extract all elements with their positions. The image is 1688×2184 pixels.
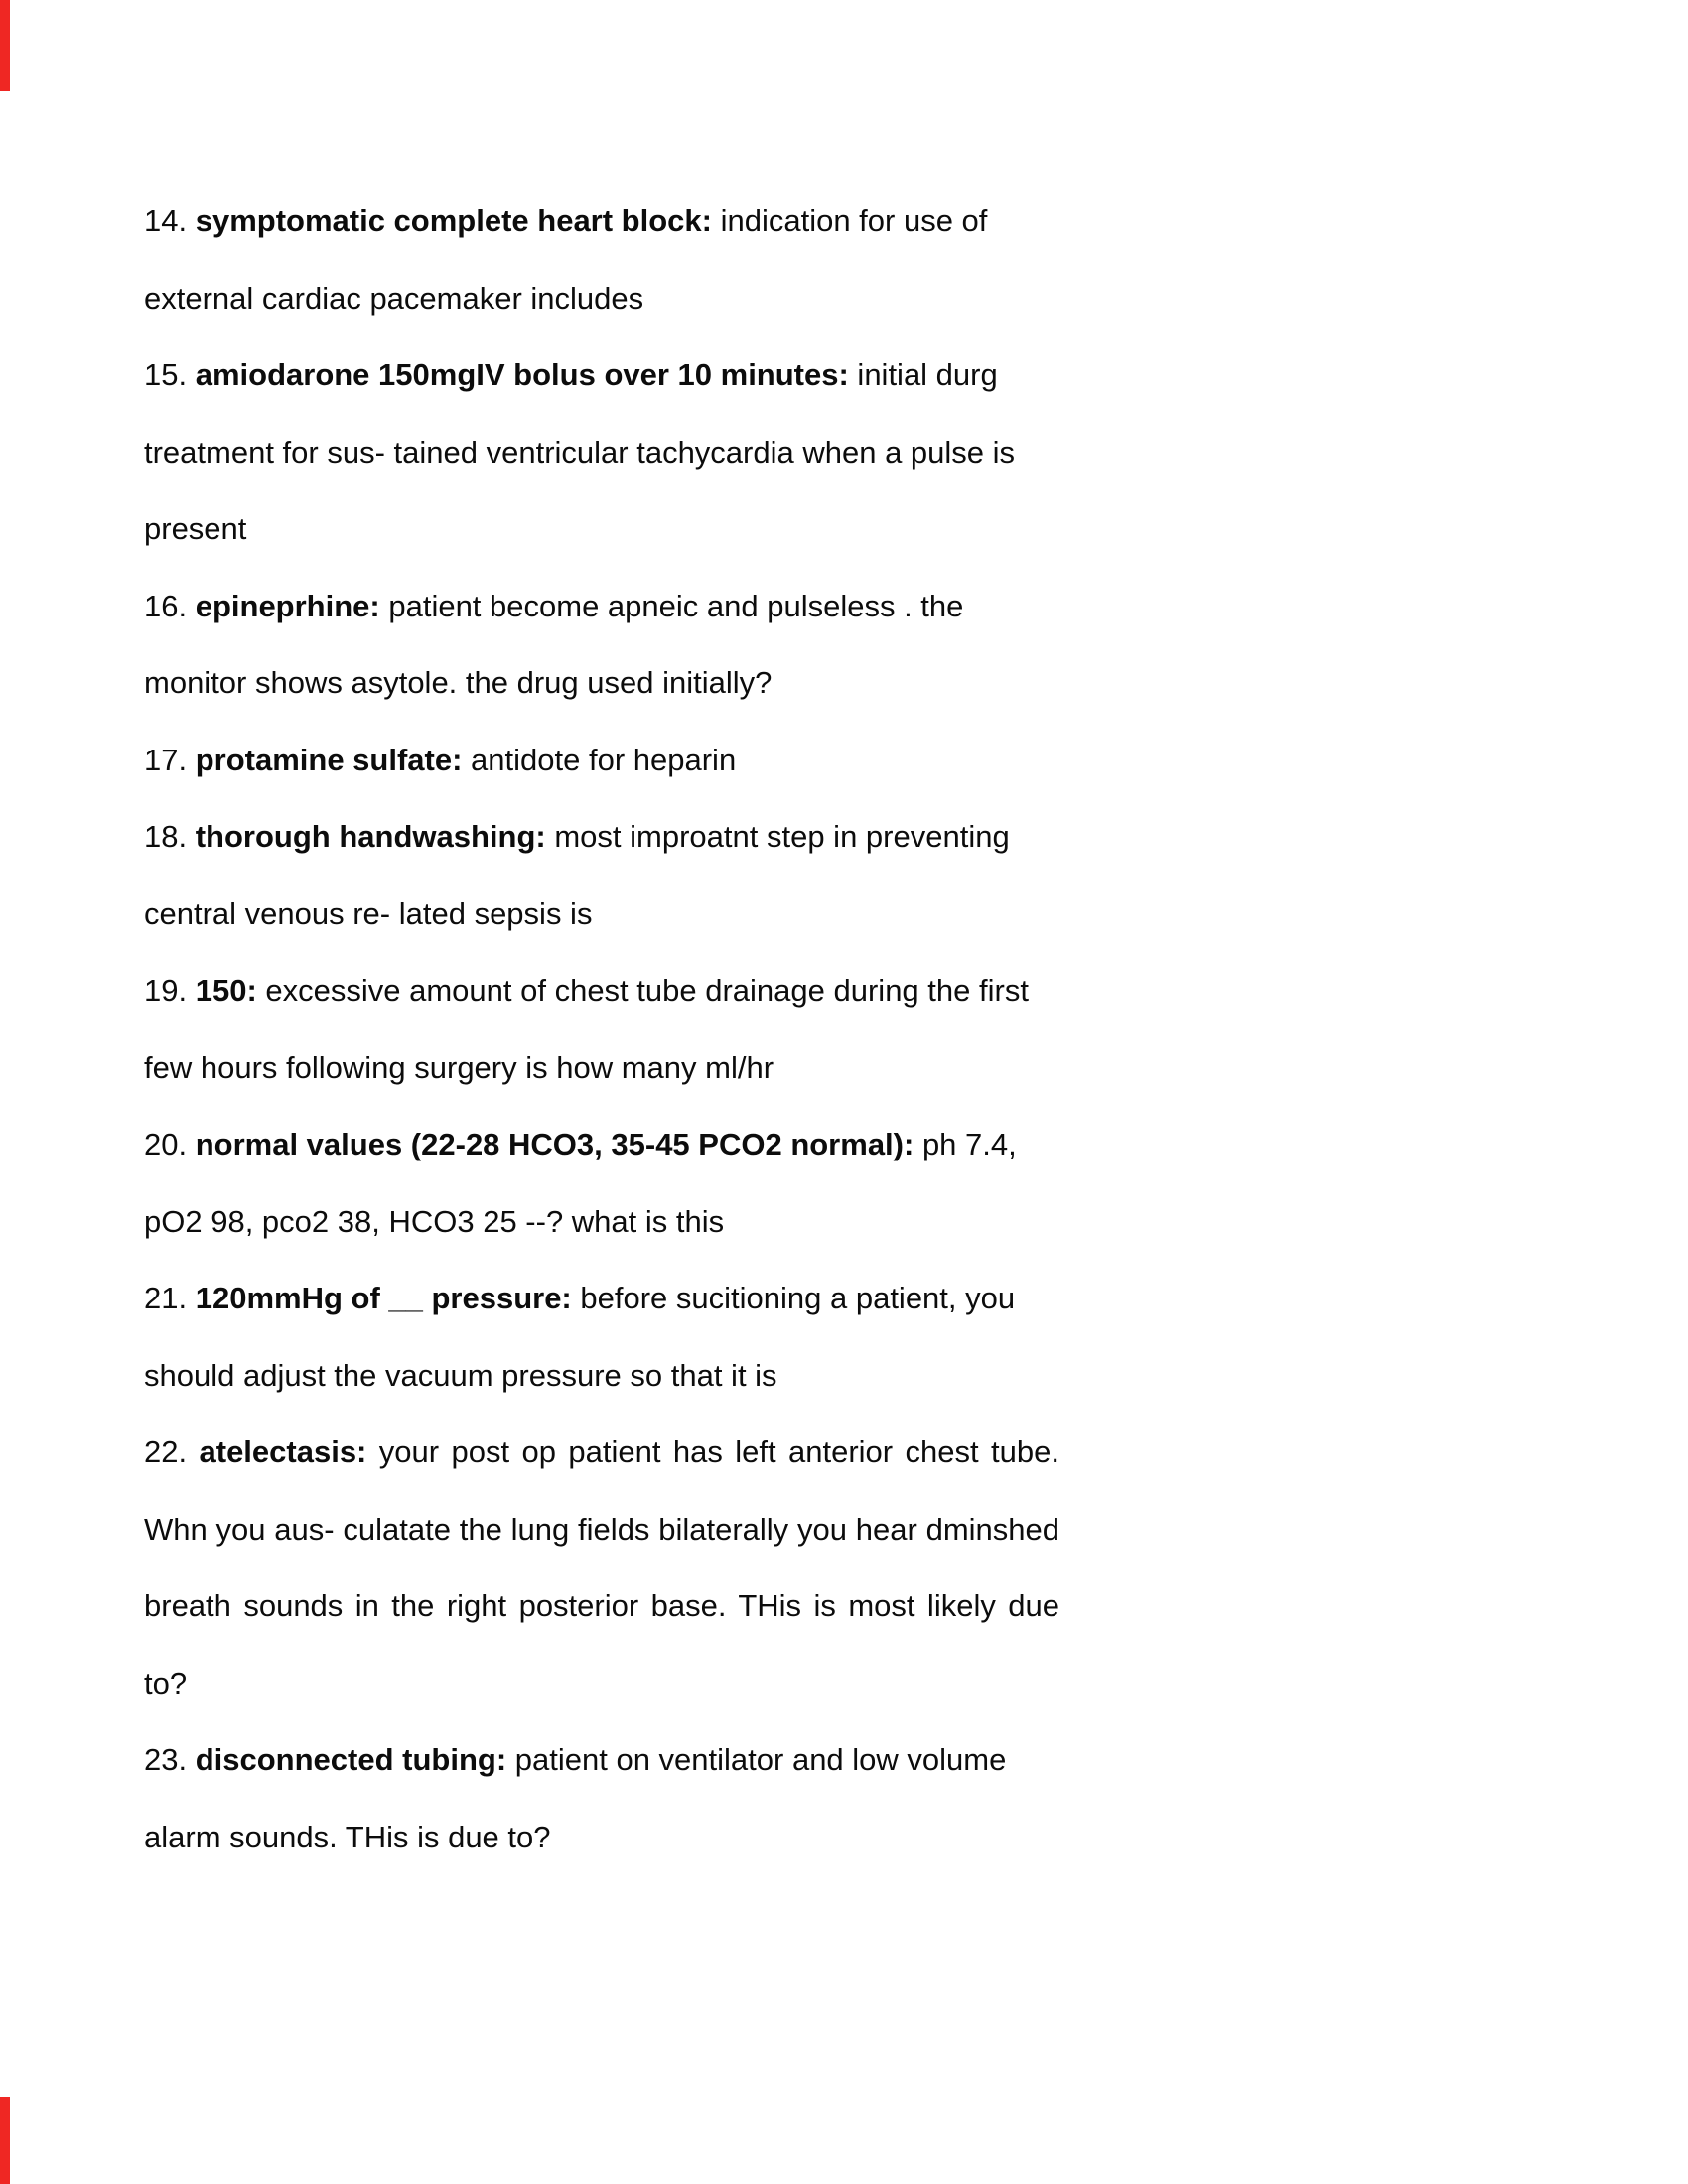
text-line (144, 490, 1059, 568)
body-text: 18. (144, 819, 196, 854)
body-text: before sucitioning a patient, you (571, 1281, 1016, 1315)
body-text: 14. (144, 204, 196, 238)
text-line (144, 1645, 1059, 1722)
text-line (144, 1799, 1059, 1876)
page-edge-mark-top (0, 0, 10, 91)
text-line (144, 1337, 1059, 1415)
body-text: treatment for sus- tained ventricular tachycardia when a pulse is (144, 434, 1016, 470)
body-text: patient become apneic and pulseless . the (379, 588, 964, 623)
term-text: disconnected tubing: (195, 1742, 507, 1777)
text-line (144, 337, 1059, 414)
body-text: few hours following surgery is how many ml/hr (144, 1049, 774, 1085)
body-text: 16. (144, 588, 196, 623)
term-text: amiodarone 150mgIV bolus over 10 minutes: (195, 357, 849, 392)
text-line (144, 1491, 1059, 1569)
body-text: Whn you aus- culatate the lung fields bilaterally you hear dminshed (144, 1511, 1059, 1547)
text-line (144, 876, 1059, 953)
body-text: excessive amount of chest tube drainage during the first (256, 973, 1029, 1008)
body-text: breath sounds in the right posterior base. THis is most likely due (144, 1588, 1059, 1623)
text-line (144, 1106, 1059, 1183)
term-text: normal values (22-28 HCO3, 35-45 PCO2 normal): (195, 1127, 914, 1161)
body-text: should adjust the vacuum pressure so that it is (144, 1357, 777, 1393)
body-text: 17. (144, 742, 196, 777)
term-text: atelectasis: (199, 1434, 367, 1469)
text-line (144, 1183, 1059, 1261)
text-line (144, 952, 1059, 1029)
body-text: indication for use of (711, 204, 988, 238)
body-text: 20. (144, 1127, 196, 1161)
body-text: 21. (144, 1281, 196, 1315)
body-text: to? (144, 1665, 188, 1701)
body-text: present (144, 511, 247, 546)
body-text: ph 7.4, (914, 1127, 1017, 1161)
text-line (144, 722, 1059, 799)
text-line (144, 260, 1059, 338)
text-line (144, 1029, 1059, 1107)
body-text: patient on ventilator and low volume (506, 1742, 1007, 1777)
document-text-block (144, 183, 1059, 1875)
body-text: most improatnt step in preventing (545, 819, 1010, 854)
body-text: 22. (144, 1434, 200, 1469)
body-text: 15. (144, 357, 196, 392)
body-text: external cardiac pacemaker includes (144, 280, 644, 316)
term-text: 120mmHg of __ pressure: (195, 1281, 572, 1315)
page-edge-mark-bottom (0, 2097, 10, 2184)
body-text: your post op patient has left anterior chest tube. (366, 1434, 1059, 1469)
body-text: initial durg (848, 357, 998, 392)
text-line (144, 1260, 1059, 1337)
term-text: epineprhine: (195, 588, 380, 623)
text-line (144, 568, 1059, 645)
text-line (144, 798, 1059, 876)
term-text: thorough handwashing: (195, 819, 546, 854)
body-text: antidote for heparin (462, 742, 737, 777)
body-text: pO2 98, pco2 38, HCO3 25 --? what is this (144, 1203, 725, 1239)
body-text: 23. (144, 1742, 196, 1777)
body-text: alarm sounds. THis is due to? (144, 1819, 551, 1854)
text-line (144, 1568, 1059, 1645)
text-line (144, 1414, 1059, 1491)
body-text: monitor shows asytole. the drug used initially? (144, 665, 773, 700)
text-line (144, 414, 1059, 491)
text-line (144, 183, 1059, 260)
text-line (144, 644, 1059, 722)
body-text: 19. (144, 973, 196, 1008)
term-text: protamine sulfate: (195, 742, 463, 777)
text-line (144, 1721, 1059, 1799)
term-text: 150: (195, 973, 257, 1008)
term-text: symptomatic complete heart block: (195, 204, 712, 238)
body-text: central venous re- lated sepsis is (144, 895, 593, 931)
